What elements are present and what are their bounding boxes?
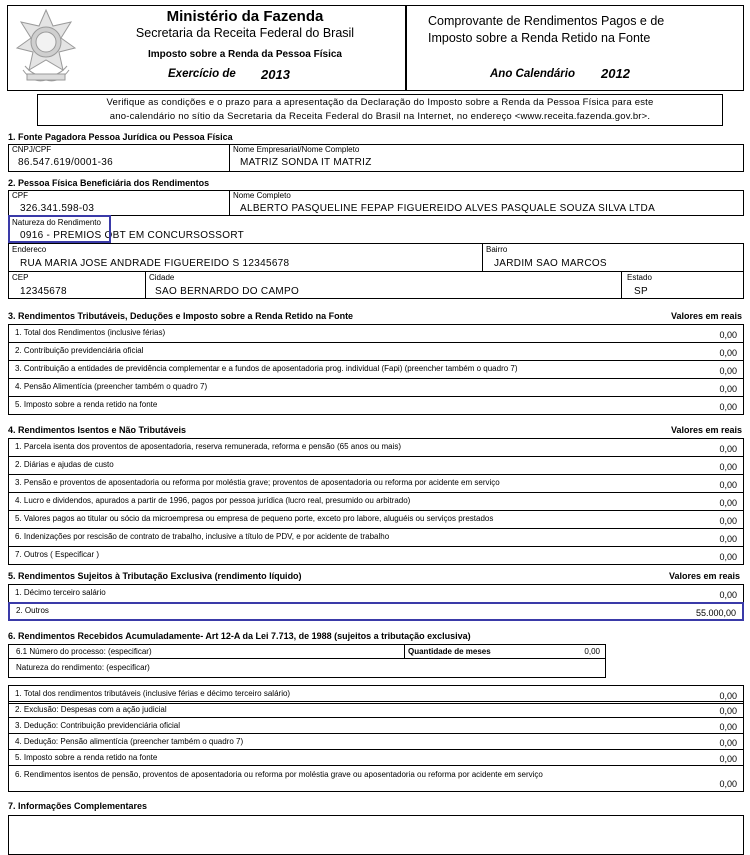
exercise-year: 2013 (261, 67, 290, 82)
section4-title: 4. Rendimentos Isentos e Não Tributáveis (8, 425, 187, 435)
section3-row-label: 1. Total dos Rendimentos (inclusive férias) (15, 328, 166, 337)
section5-row-label: 1. Décimo terceiro salário (15, 588, 106, 597)
section3-row (8, 342, 744, 361)
section2-cpf-label: CPF (12, 191, 28, 200)
section3-row (8, 324, 744, 343)
section2-name-value: ALBERTO PASQUELINE FEPAP FIGUEREIDO ALVES PASQUALE SOUZA SILVA LTDA (240, 203, 656, 214)
section4-row (8, 528, 744, 547)
section6-row-label: 5. Imposto sobre a renda retido na fonte (15, 753, 158, 762)
section6-nature-label: Natureza do rendimento: (especificar) (16, 663, 150, 672)
section6-months-divider (404, 644, 405, 659)
section2-title: 2. Pessoa Física Beneficiária dos Rendimentos (8, 178, 210, 188)
section3-row-label: 5. Imposto sobre a renda retido na fonte (15, 400, 158, 409)
section2-address-value: RUA MARIA JOSE ANDRADE FIGUEREIDO S 12345678 (20, 258, 290, 269)
section7-info-box (8, 815, 744, 855)
section5-title: 5. Rendimentos Sujeitos à Tributação Exclusiva (rendimento líquido) (8, 571, 302, 581)
section6-row-label: 6. Rendimentos isentos de pensão, proventos de aposentadoria ou reforma por moléstia grave ou aposentadoria ou reforma por acidente em serviço (15, 770, 543, 779)
brazil-coat-of-arms-icon (13, 8, 79, 86)
section3-row-label: 3. Contribuição a entidades de previdência complementar e a fundos de aposentadoria prog. individual (Fapi) (preencher também o quadro 7) (15, 364, 518, 373)
section4-row-label: 2. Diárias e ajudas de custo (15, 460, 114, 469)
section4-row-label: 4. Lucro e dividendos, apurados a partir de 1996, pagos por pessoa jurídica (lucro real, presumido ou arbitrado) (15, 496, 411, 505)
section6-row-label: 4. Dedução: Pensão alimentícia (preencher também o quadro 7) (15, 737, 244, 746)
section6-row-label: 2. Exclusão: Despesas com a ação judicial (15, 705, 167, 714)
section2-name-label: Nome Completo (233, 191, 291, 200)
section6-row-value: 0,00 (719, 706, 737, 716)
section4-row-value: 0,00 (719, 552, 737, 562)
section4-row-label: 1. Parcela isenta dos proventos de aposentadoria, reserva remunerada, reforma e pensão (65 anos ou mais) (15, 442, 401, 451)
section7-title: 7. Informações Complementares (8, 801, 148, 811)
section6-row (8, 765, 744, 792)
section5-row (8, 584, 744, 603)
section4-row (8, 492, 744, 511)
section3-row-value: 0,00 (719, 384, 737, 394)
section2-city-label: Cidade (149, 273, 175, 282)
section4-row-value: 0,00 (719, 516, 737, 526)
section6-row (8, 701, 744, 718)
section6-row-value: 0,00 (719, 722, 737, 732)
section6-months-value: 0,00 (584, 647, 600, 656)
section6-process-underline (8, 658, 606, 659)
document-title-line2: Imposto sobre a Renda Retido na Fonte (428, 31, 651, 45)
section5-row-value: 0,00 (719, 590, 737, 600)
section3-values-label: Valores em reais (670, 311, 742, 321)
section3-row-value: 0,00 (719, 348, 737, 358)
section6-row (8, 749, 744, 766)
section2-district-label: Bairro (486, 245, 508, 254)
exercise-label: Exercício de (168, 68, 236, 80)
section4-row-label: 7. Outros ( Especificar ) (15, 550, 100, 559)
section6-row-value: 0,00 (719, 738, 737, 748)
section6-row (8, 717, 744, 734)
section2-nature-label: Natureza do Rendimento (12, 218, 101, 227)
section4-row (8, 546, 744, 565)
section2-nature-value: 0916 - PREMIOS OBT EM CONCURSOSSORT (20, 230, 245, 241)
calendar-year: 2012 (601, 66, 630, 81)
section6-months-label: Quantidade de meses (408, 647, 491, 656)
section4-row-value: 0,00 (719, 462, 737, 472)
section2-district-value: JARDIM SAO MARCOS (494, 258, 607, 269)
section2-cpf-value: 326.341.598-03 (20, 203, 95, 214)
document-title-line1: Comprovante de Rendimentos Pagos e de (428, 14, 665, 28)
section2-city-value: SAO BERNARDO DO CAMPO (155, 286, 300, 297)
section4-row-value: 0,00 (719, 444, 737, 454)
ministry-name: Ministério da Fazenda (166, 8, 324, 25)
section3-row-value: 0,00 (719, 366, 737, 376)
nature-highlight-box (8, 215, 111, 243)
section4-row-label: 5. Valores pagos ao titular ou sócio da microempresa ou empresa de pequeno porte, exceto pro labore, aluguéis ou serviços prestados (15, 514, 494, 523)
section6-row-value: 0,00 (719, 754, 737, 764)
section1-name-label: Nome Empresarial/Nome Completo (233, 145, 360, 154)
section2-state-value: SP (634, 286, 648, 297)
section3-title: 3. Rendimentos Tributáveis, Deduções e Imposto sobre a Renda Retido na Fonte (8, 311, 354, 321)
section4-row (8, 510, 744, 529)
section5-row-highlighted (8, 602, 744, 621)
section5-row-value: 55.000,00 (695, 608, 736, 618)
secretariat-name: Secretaria da Receita Federal do Brasil (135, 26, 355, 40)
section1-cnpj-label: CNPJ/CPF (12, 145, 52, 154)
notice-line2: ano-calendário no sítio da Secretaria da Receita Federal do Brasil na Internet, no endereço <www.receita.fazenda.gov.br>. (109, 111, 651, 122)
section6-row-label: 3. Dedução: Contribuição previdenciária oficial (15, 721, 180, 730)
section5-values-label: Valores em reais (668, 571, 740, 581)
section2-cep-label: CEP (12, 273, 29, 282)
section3-row (8, 396, 744, 415)
section1-title: 1. Fonte Pagadora Pessoa Jurídica ou Pessoa Física (8, 132, 233, 142)
section1-name-value: MATRIZ SONDA IT MATRIZ (240, 157, 372, 168)
section4-row-value: 0,00 (719, 480, 737, 490)
section6-row-label: 1. Total dos rendimentos tributáveis (inclusive férias e décimo terceiro salário) (15, 689, 291, 698)
tax-name: Imposto sobre a Renda da Pessoa Física (148, 49, 342, 60)
section6-process-label: 6.1 Número do processo: (especificar) (16, 647, 152, 656)
section3-row-value: 0,00 (719, 402, 737, 412)
section4-values-label: Valores em reais (670, 425, 742, 435)
section6-title: 6. Rendimentos Recebidos Acumuladamente- Art 12-A da Lei 7.713, de 1988 (sujeitos a tributação exclusiva) (8, 631, 471, 641)
section3-row-value: 0,00 (719, 330, 737, 340)
section4-row-label: 6. Indenizações por rescisão de contrato de trabalho, inclusive a título de PDV, e por acidente de trabalho (15, 532, 390, 541)
section4-row (8, 474, 744, 493)
section3-row-label: 2. Contribuição previdenciária oficial (15, 346, 144, 355)
section4-row-label: 3. Pensão e proventos de aposentadoria ou reforma por moléstia grave; proventos de aposentadoria ou reforma por acidente em serviço (15, 478, 500, 487)
section5-row-label: 2. Outros (16, 606, 49, 615)
section4-row-value: 0,00 (719, 498, 737, 508)
notice-line1: Verifique as condições e o prazo para a apresentação da Declaração do Imposto sobre a Renda da Pessoa Física para este (106, 97, 654, 108)
section4-row (8, 456, 744, 475)
calendar-label: Ano Calendário (490, 68, 575, 80)
section6-row-value: 0,00 (719, 691, 737, 701)
section4-row (8, 438, 744, 457)
section2-state-label: Estado (627, 273, 652, 282)
section2-cep-value: 12345678 (20, 286, 67, 297)
section2-address-label: Endereco (12, 245, 47, 254)
section6-row (8, 733, 744, 750)
section6-row-value: 0,00 (719, 779, 737, 789)
section3-row-label: 4. Pensão Alimentícia (preencher também o quadro 7) (15, 382, 208, 391)
section1-cnpj-value: 86.547.619/0001-36 (18, 157, 113, 168)
section3-row (8, 378, 744, 397)
section4-row-value: 0,00 (719, 534, 737, 544)
section3-row (8, 360, 744, 379)
